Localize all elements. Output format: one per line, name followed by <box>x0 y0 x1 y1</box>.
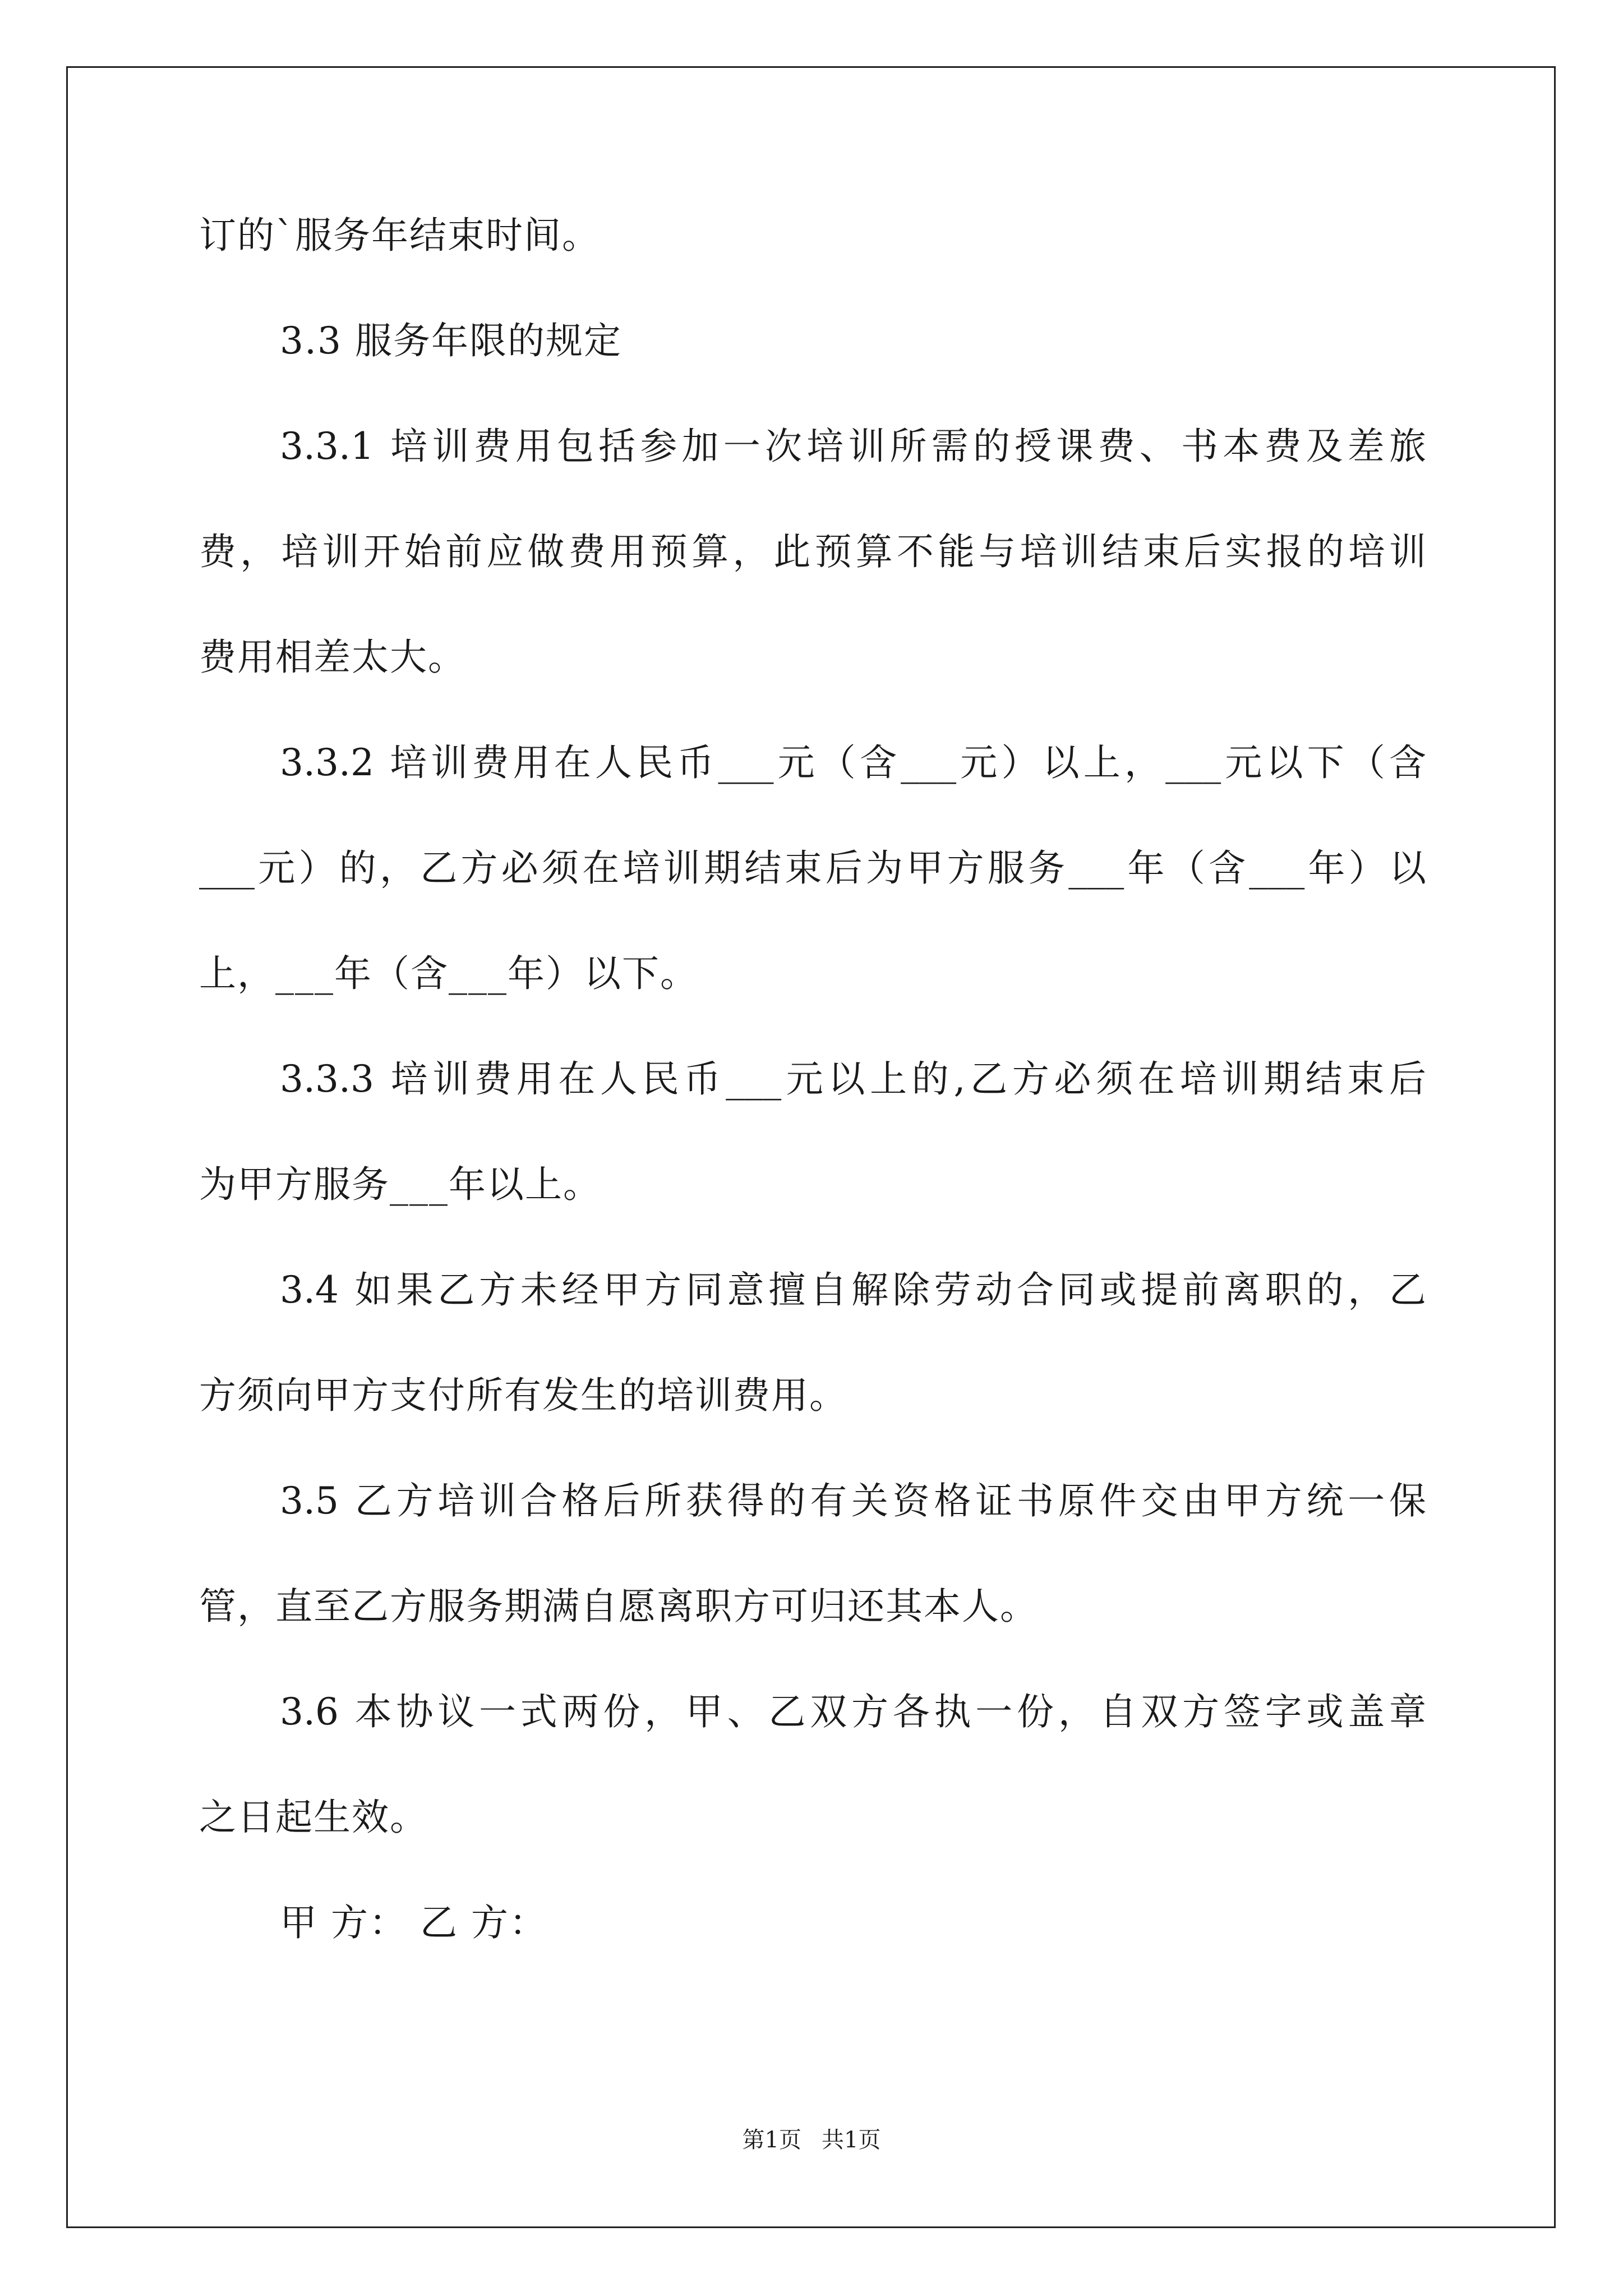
text-line: 3.3.3 培训费用在人民币___元以上的,乙方必须在培训期结束后 <box>280 1057 1426 1101</box>
text-line: ___元）的，乙方必须在培训期结束后为甲方服务___年（含___年）以 <box>199 846 1426 890</box>
text-line: 3.3.2 培训费用在人民币___元（含___元）以上，___元以下（含 <box>280 741 1426 784</box>
text-line: 上，___年（含___年）以下。 <box>199 952 698 995</box>
text-line: 管，直至乙方服务期满自愿离职方可归还其本人。 <box>199 1585 1038 1628</box>
text-line: 3.5 乙方培训合格后所获得的有关资格证书原件交由甲方统一保 <box>280 1479 1426 1522</box>
signature-line: 甲 方： 乙 方： <box>280 1901 547 1944</box>
page-number-current: 第1页 <box>742 2127 801 2153</box>
text-line: 之日起生效。 <box>199 1796 428 1839</box>
text-line: 3.6 本协议一式两份，甲、乙双方各执一份，自双方签字或盖章 <box>280 1690 1426 1733</box>
page-number-total: 共1页 <box>822 2127 881 2153</box>
text-line: 费用相差太大。 <box>199 636 466 679</box>
text-line: 方须向甲方支付所有发生的培训费用。 <box>199 1374 847 1417</box>
text-line: 3.3.1 培训费用包括参加一次培训所需的授课费、书本费及差旅 <box>280 425 1426 468</box>
section-heading: 3.3 服务年限的规定 <box>280 319 622 362</box>
text-line: 订的`服务年结束时间。 <box>199 214 600 257</box>
text-line: 为甲方服务___年以上。 <box>199 1163 601 1206</box>
page-footer <box>0 2123 1623 2157</box>
text-line: 费，培训开始前应做费用预算，此预算不能与培训结束后实报的培训 <box>199 530 1426 573</box>
text-line: 3.4 如果乙方未经甲方同意擅自解除劳动合同或提前离职的，乙 <box>280 1268 1426 1312</box>
